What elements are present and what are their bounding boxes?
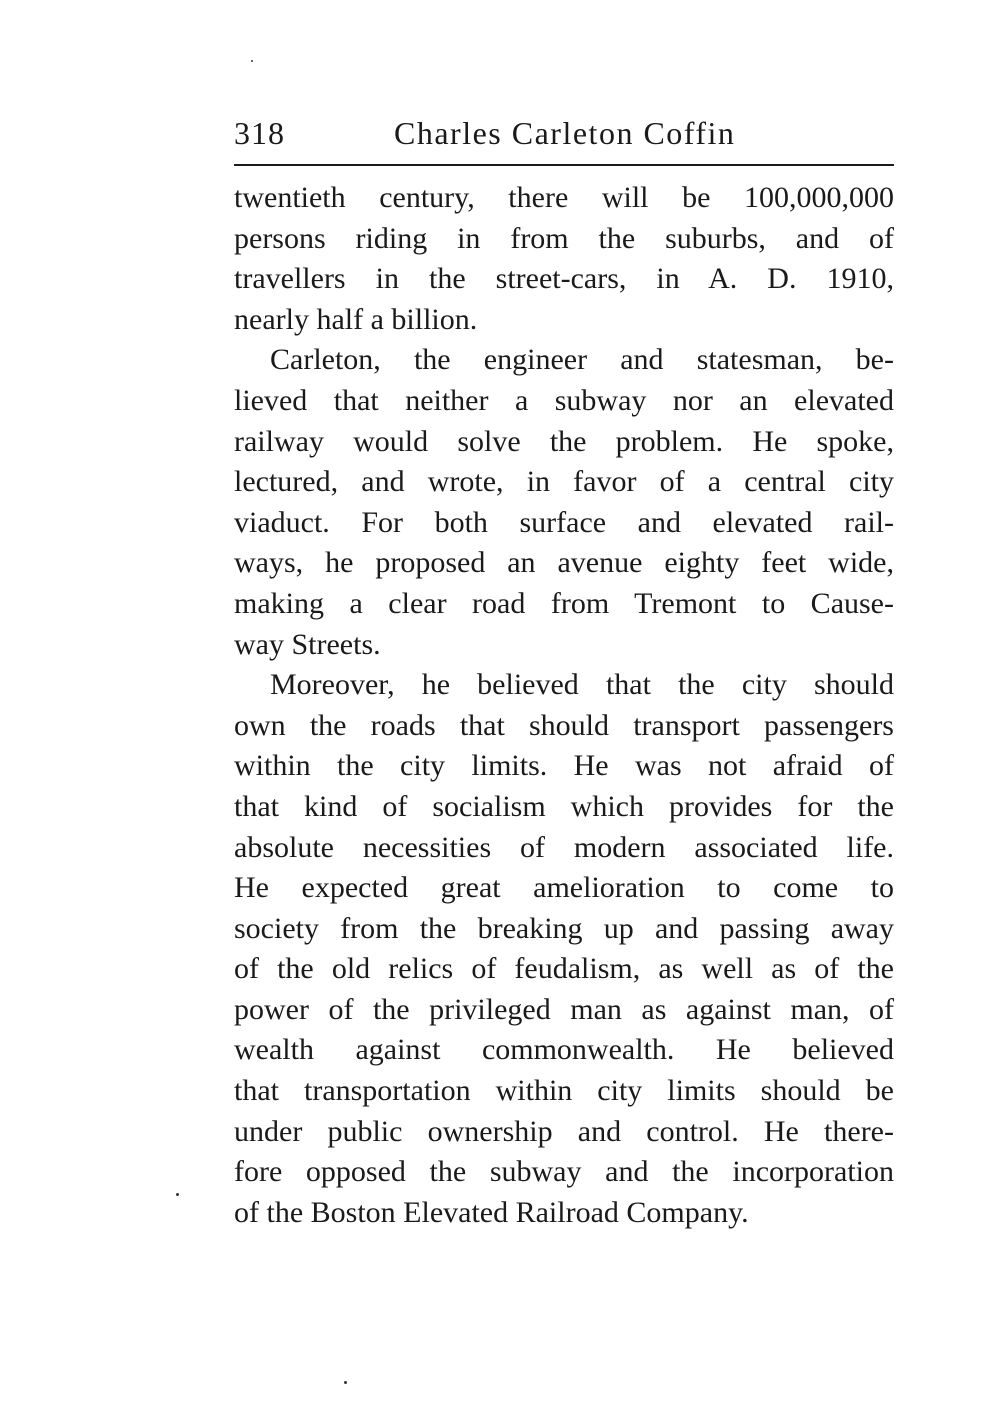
header-rule [234,164,894,166]
text-line: persons riding in from the suburbs, and of [234,221,894,255]
text-line: ways, he proposed an avenue eighty feet wide, [234,546,894,580]
running-title: Charles Carleton Coffin [394,115,736,151]
page-number: 318 [234,115,285,151]
scan-speck [251,60,253,62]
text-line: viaduct. For both surface and elevated rail- [234,505,894,539]
body-text [234,178,894,1233]
text-line: of the old relics of feudalism, as well as of the [234,952,894,986]
text-line: lectured, and wrote, in favor of a central city [234,465,894,499]
text-line: nearly half a billion. [234,302,478,336]
text-line: absolute necessities of modern associated life. [234,830,894,864]
text-line: power of the privileged man as against man, of [234,992,894,1026]
text-line: of the Boston Elevated Railroad Company. [234,1195,749,1229]
text-line: that transportation within city limits should be [234,1074,894,1108]
text-line: He expected great amelioration to come to [234,871,894,905]
text-line: railway would solve the problem. He spoke, [234,424,894,458]
scan-speck [176,1193,179,1196]
text-line: wealth against commonwealth. He believed [234,1033,894,1067]
text-line: travellers in the street-cars, in A. D. 1910, [234,262,894,296]
text-line: society from the breaking up and passing away [234,911,894,945]
text-line: own the roads that should transport passengers [234,708,894,742]
text-line: twentieth century, there will be 100,000,000 [234,181,894,214]
text-line: Moreover, he believed that the city should [270,668,894,702]
text-line: under public ownership and control. He there- [234,1114,894,1148]
text-line: fore opposed the subway and the incorporation [234,1155,894,1189]
page-header [234,108,894,158]
text-line: lieved that neither a subway nor an elevated [234,383,894,417]
text-line: way Streets. [234,627,381,661]
scan-speck [344,1381,347,1384]
text-line: within the city limits. He was not afraid of [234,749,894,783]
text-line: making a clear road from Tremont to Cause- [234,586,894,620]
text-line: Carleton, the engineer and statesman, be- [270,343,894,377]
text-line: that kind of socialism which provides for the [234,789,894,823]
